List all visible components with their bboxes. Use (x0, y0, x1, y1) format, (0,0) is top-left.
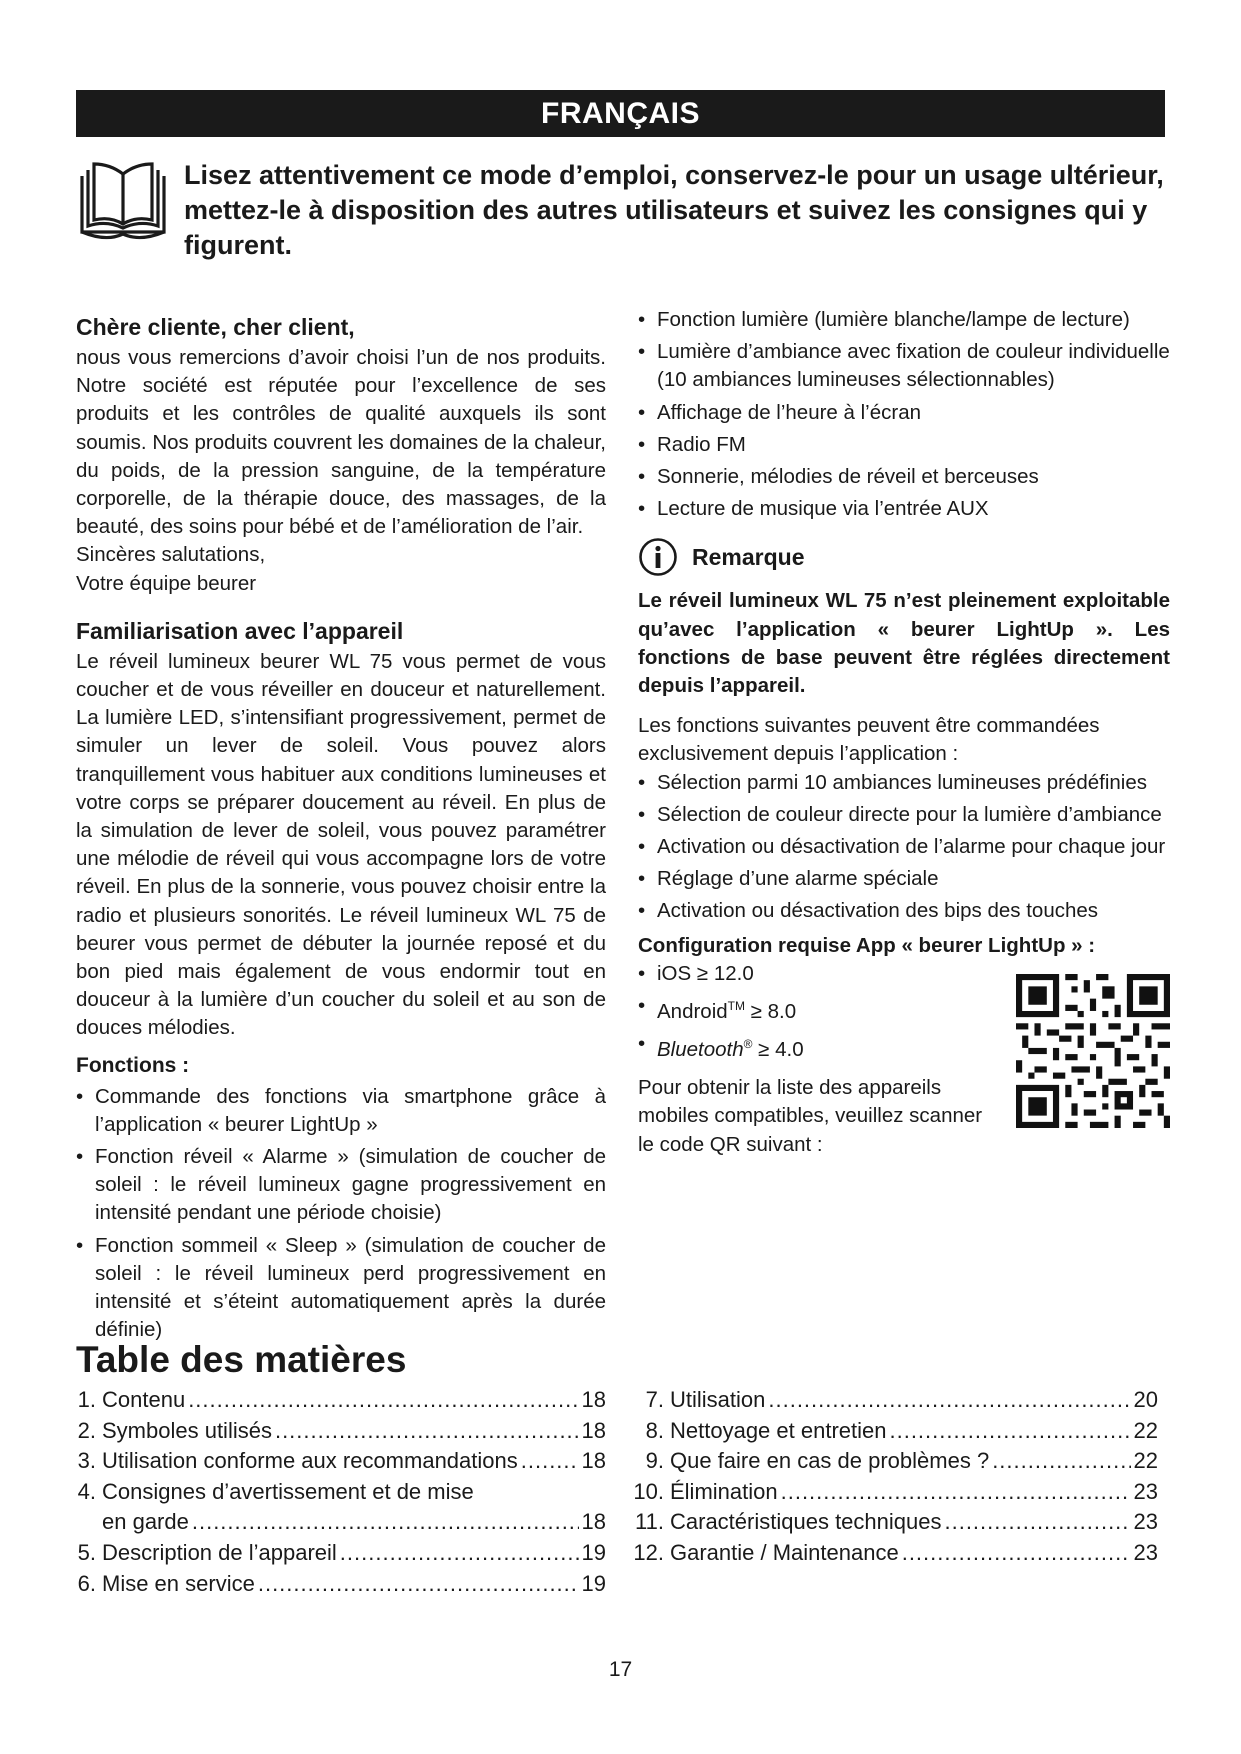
list-item: • Radio FM (638, 431, 1170, 459)
note-title: Remarque (692, 544, 805, 571)
list-item: • Affichage de l’heure à l’écran (638, 399, 1170, 427)
toc-entry[interactable]: 8. Nettoyage et entretien ..... 22 (632, 1416, 1158, 1447)
list-item: • Fonction sommeil « Sleep » (simulation de coucher de soleil : le réveil lumineux perd progressivement en intensité et s’éteint automatiquement après la durée définie) (76, 1232, 606, 1345)
list-item: • Lumière d’ambiance avec fixation de couleur individuelle (10 ambiances lumineuses sélectionnables) (638, 338, 1170, 394)
toc-entry[interactable]: 12. Garantie / Maintenance ..... 23 (632, 1538, 1158, 1569)
list-item: • Activation ou désactivation des bips des touches (638, 897, 1170, 925)
requirements-text (638, 960, 998, 1159)
intro-instruction: Lisez attentivement ce mode d’emploi, conservez-le pour un usage ultérieur, mettez-le à disposition des autres utilisateurs et suivez les consignes qui y figurent. (184, 160, 1164, 260)
toc-right-column (632, 1385, 1158, 1569)
list-item: • Réglage d’une alarme spéciale (638, 865, 1170, 893)
right-column (638, 306, 1170, 1159)
info-icon (638, 537, 678, 577)
toc-entry[interactable]: 2. Symboles utilisés ..... 18 (76, 1416, 606, 1447)
list-item: • Fonction réveil « Alarme » (simulation de coucher de soleil : le réveil lumineux gagne progressivement en intensité pendant une période choisie) (76, 1143, 606, 1228)
toc-entry[interactable]: 1. Contenu ..... 18 (76, 1385, 606, 1416)
list-item: • Commande des fonctions via smartphone grâce à l’application « beurer LightUp » (76, 1083, 606, 1139)
list-item: • Sélection parmi 10 ambiances lumineuses prédéfinies (638, 769, 1170, 797)
list-item: • Fonction lumière (lumière blanche/lampe de lecture) (638, 306, 1170, 334)
functions-heading: Fonctions : (76, 1053, 190, 1077)
list-item: • Lecture de musique via l’entrée AUX (638, 495, 1170, 523)
toc-entry[interactable]: 4. Consignes d’avertissement et de mise en garde ..... 18 (76, 1477, 606, 1538)
list-item: • Sonnerie, mélodies de réveil et berceuses (638, 463, 1170, 491)
language-title: FRANÇAIS (541, 96, 700, 130)
requirements-heading: Configuration requise App « beurer LightUp » : (638, 933, 1096, 957)
welcome-heading: Chère cliente, cher client, (76, 314, 355, 340)
page-number: 17 (608, 1658, 633, 1681)
toc-entry[interactable]: 9. Que faire en cas de problèmes ? ..... 22 (632, 1446, 1158, 1477)
toc-left-column (76, 1385, 606, 1599)
app-functions-list (638, 769, 1170, 926)
note-app-intro: Les fonctions suivantes peuvent être commandées exclusivement depuis l’application : (638, 714, 1100, 766)
book-icon (76, 160, 170, 242)
language-banner (76, 90, 1165, 137)
req-android: • Android™ ≥ 8.0 (638, 992, 998, 1026)
functions-list-continued (638, 306, 1170, 523)
welcome-closing: Sincères salutations, (76, 543, 266, 567)
req-ios: • iOS ≥ 12.0 (638, 960, 998, 988)
familiarisation-body: Le réveil lumineux beurer WL 75 vous permet de vous coucher et de vous réveiller en douceur et naturellement. La lumière LED, s’intensifiant progressivement, permet de simuler un lever de soleil. Vous pouvez alors tranquillement vous habituer aux conditions lumineuses et votre corps se préparer doucement au réveil. En plus de la simulation de lever de soleil, vous pouvez paramétrer une mélodie de réveil qui vous accompagne lors de votre réveil. En plus de la sonnerie, vous pouvez choisir entre la radio et plusieurs sonorités. Le réveil lumineux WL 75 de beurer vous permet de débuter la journée reposé et du bon pied mais également de vous endormir tout en douceur à la lumière d’un coucher du soleil et au son de douces mélodies. (76, 649, 606, 1040)
toc-entry[interactable]: 5. Description de l’appareil ..... 19 (76, 1538, 606, 1569)
left-column (76, 312, 606, 1349)
list-item: • Sélection de couleur directe pour la lumière d’ambiance (638, 801, 1170, 829)
toc-title: Table des matières (76, 1339, 407, 1380)
requirements-list (638, 960, 998, 1064)
welcome-body: nous vous remercions d’avoir choisi l’un de nos produits. Notre société est réputée pour l’excellence de ses produits et les contrôles de qualité auxquels ils sont soumis. Nos produits couvrent les domaines de la chaleur, du poids, de la pression sanguine, de la température corporelle, de la thérapie douce, des massages, de la beauté, des soins pour bébé et de l’amélioration de l’air. (76, 346, 606, 539)
welcome-signature: Votre équipe beurer (76, 571, 257, 595)
list-item: • Activation ou désactivation de l’alarme pour chaque jour (638, 833, 1170, 861)
requirements-block (638, 960, 1170, 1159)
note-heading (638, 537, 1170, 577)
note-bold-text: Le réveil lumineux WL 75 n’est pleinement exploitable qu’avec l’application « beurer LightUp ». Les fonctions de base peuvent être réglées directement depuis l’appareil. (638, 589, 1170, 698)
toc-entry[interactable]: 11. Caractéristiques techniques ..... 23 (632, 1507, 1158, 1538)
toc-entry[interactable]: 3. Utilisation conforme aux recommandations ..... 18 (76, 1446, 606, 1477)
toc-entry[interactable]: 7. Utilisation ..... 20 (632, 1385, 1158, 1416)
qr-code[interactable] (1016, 974, 1170, 1128)
functions-list (76, 1083, 606, 1345)
familiarisation-heading: Familiarisation avec l’appareil (76, 617, 404, 644)
toc-entry[interactable]: 10. Élimination ..... 23 (632, 1477, 1158, 1508)
toc-entry[interactable]: 6. Mise en service ..... 19 (76, 1569, 606, 1600)
qr-instruction: Pour obtenir la liste des appareils mobiles compatibles, veuillez scanner le code QR suivant : (638, 1076, 983, 1156)
req-bluetooth: • Bluetooth® ≥ 4.0 (638, 1030, 998, 1064)
